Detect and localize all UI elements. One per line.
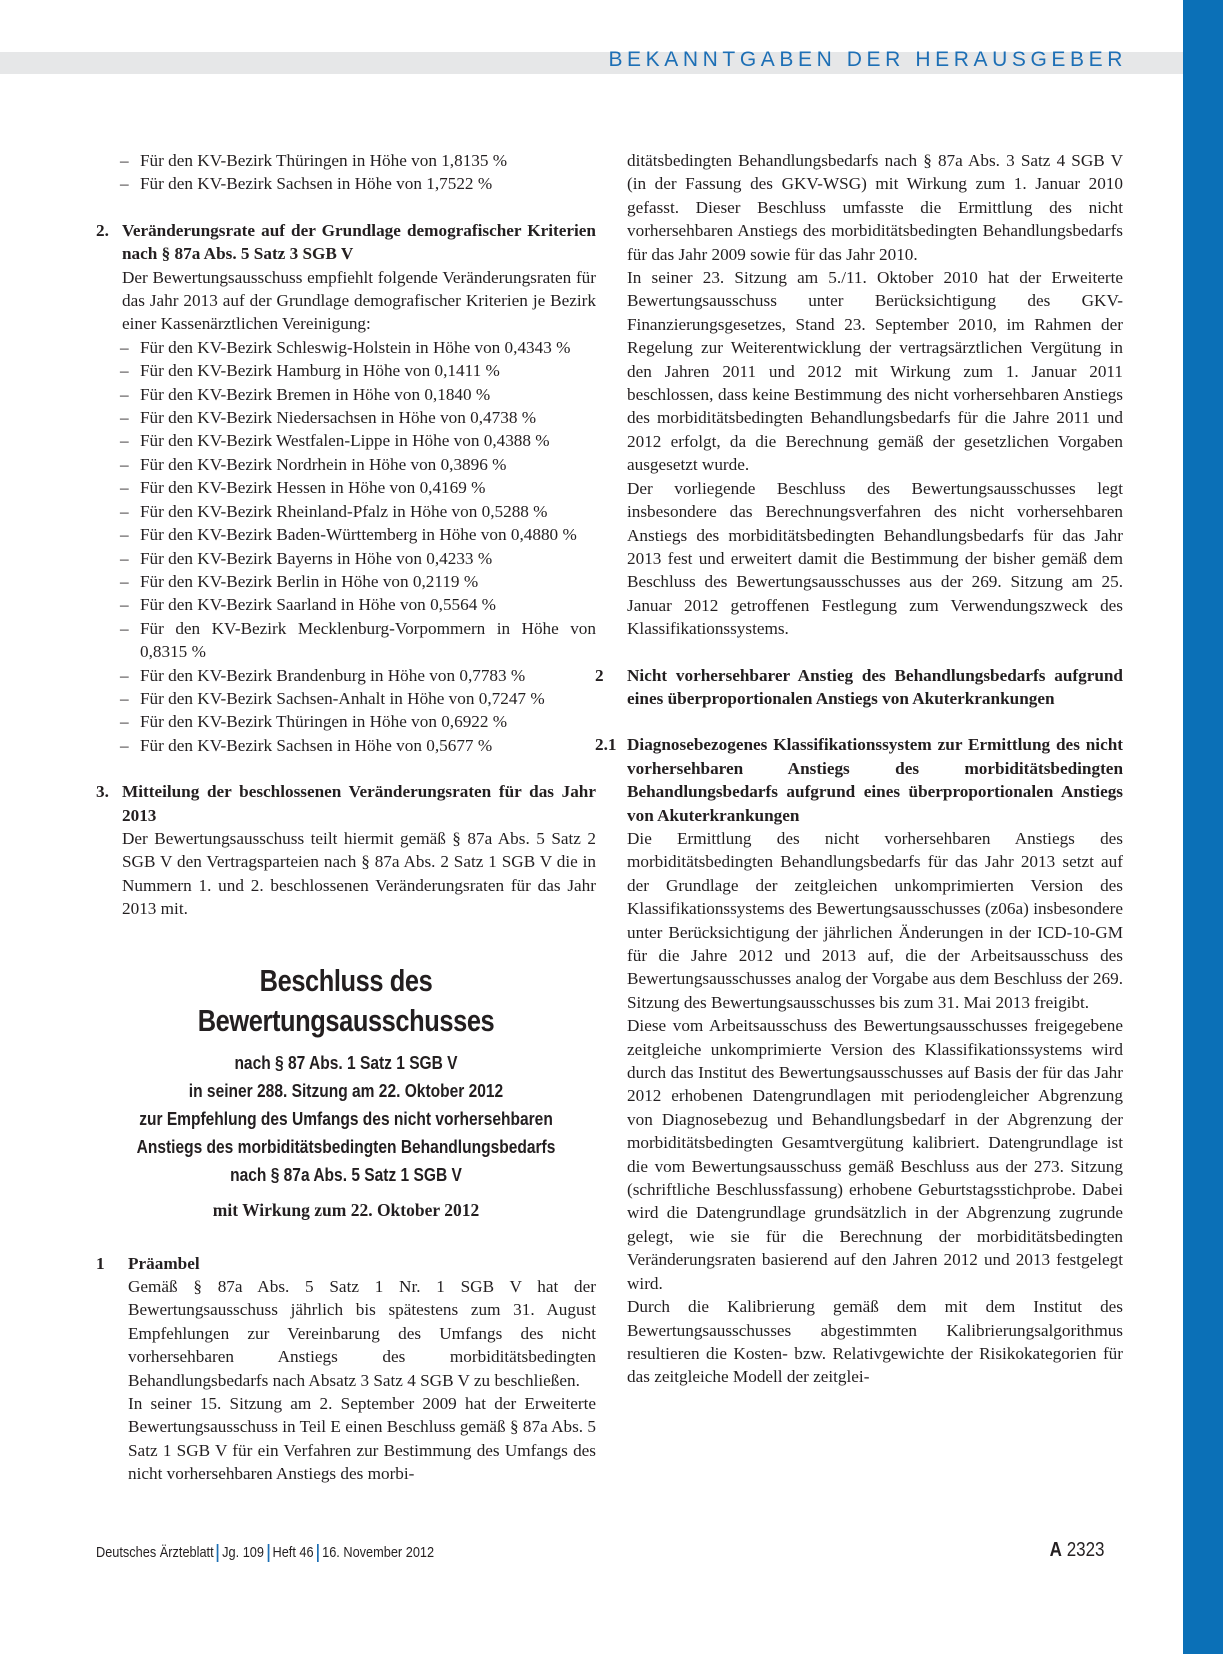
section-2-unforeseen-increase bbox=[595, 664, 1123, 711]
list-item: – Für den KV-Bezirk Brandenburg in Höhe von 0,7783 % bbox=[96, 664, 596, 687]
paragraph: Durch die Kalibrierung gemäß dem mit dem Institut des Bewertungsausschusses abgestimmten Kalibrierungsalgorithmus resultieren die Kosten- bzw. Relativgewichte der Risikokategorien für das zeitgleiche Modell der zeitglei- bbox=[627, 1297, 1123, 1387]
list-item: – Für den KV-Bezirk Sachsen in Höhe von 0,5677 % bbox=[96, 734, 596, 757]
paragraph: Die Ermittlung des nicht vorhersehbaren Anstiegs des morbiditätsbedingten Behandlungsbedarfs für das Jahr 2013 setzt auf der Grundlage der zeitgleichen unkomprimierten Version des Klassifikationssystems des Bewertungsausschusses (z06a) insbesondere unter Berücksichtigung der jährlichen Änderungen in der ICD-10-GM für die Jahre 2012 und 2013 auf, die der Arbeitsausschuss des Bewertungsausschusses analog der Vorgabe aus dem Beschluss der 269. Sitzung des Bewertungsausschusses bis zum 31. Mai 2013 freigibt. bbox=[627, 828, 1123, 1012]
demographic-rate-list bbox=[96, 336, 596, 757]
section-2-1-classification bbox=[595, 733, 1123, 1388]
list-item: – Für den KV-Bezirk Berlin in Höhe von 0,2119 % bbox=[96, 570, 596, 593]
paragraph: Diese vom Arbeitsausschuss des Bewertungsausschusses freigegebene zeitgleiche unkomprimierte Version des Klassifikationssystems wird durch das Institut des Bewertungsausschusses auf Basis der für das Jahr 2012 erhobenen Datengrundlagen mit periodengleicher Abgrenzung von Diagnosebezug und Behandlungsbedarf in der Abgrenzung der morbiditätsbedingten Gesamtvergütung kalibriert. Datengrundlage ist die vom Bewertungsausschuss gemäß Beschluss aus der 273. Sitzung (schriftliche Beschlussfassung) erhobene Geburtstagsstichprobe. Dabei wird die Datengrundlage grundsätzlich in der Abgrenzung zugrunde gelegt, wie sie für die Berechnung der morbiditätsbedingten Veränderungsraten basierend auf den Jahren 2012 und 2013 festgelegt wird. bbox=[627, 1016, 1123, 1293]
journal-issue: Heft 46 bbox=[272, 1544, 314, 1561]
list-item: – Für den KV-Bezirk Thüringen in Höhe von 1,8135 % bbox=[96, 149, 596, 172]
section-header-title: BEKANNTGABEN DER HERAUSGEBER bbox=[608, 48, 1127, 71]
decision-subtitle-line: in seiner 288. Sitzung am 22. Oktober 2012 bbox=[188, 1079, 504, 1101]
issue-date: 16. November 2012 bbox=[322, 1544, 435, 1561]
list-item: – Für den KV-Bezirk Bayerns in Höhe von 0,4233 % bbox=[96, 547, 596, 570]
separator bbox=[267, 1544, 269, 1562]
list-item: – Für den KV-Bezirk Westfalen-Lippe in Höhe von 0,4388 % bbox=[96, 429, 596, 452]
right-column bbox=[595, 149, 1123, 1389]
section-number: 2. bbox=[96, 220, 109, 240]
separator bbox=[217, 1544, 219, 1562]
decision-heading-block bbox=[96, 961, 596, 1222]
section-number: 2.1 bbox=[595, 735, 617, 755]
list-item: – Für den KV-Bezirk Niedersachsen in Höhe von 0,4738 % bbox=[96, 406, 596, 429]
decision-subtitle-line: Anstiegs des morbiditätsbedingten Behandlungsbedarfs bbox=[136, 1135, 556, 1157]
paragraph: Gemäß § 87a Abs. 5 Satz 1 Nr. 1 SGB V hat der Bewertungsausschuss jährlich bis spätestens zum 31. August Empfehlungen zur Vereinbarung des Umfangs des nicht vorhersehbaren Anstiegs des morbiditätsbedingten Behandlungsbedarfs nach Absatz 3 Satz 4 SGB V zu beschließen. bbox=[128, 1277, 596, 1390]
journal-volume: Jg. 109 bbox=[222, 1544, 264, 1561]
list-item: – Für den KV-Bezirk Hessen in Höhe von 0,4169 % bbox=[96, 476, 596, 499]
section-intro: Der Bewertungsausschuss empfiehlt folgende Veränderungsraten für das Jahr 2013 auf der Grundlage demografischer Kriterien je Bezirk einer Kassenärztlichen Vereinigung: bbox=[122, 267, 596, 334]
decision-subtitle-line: nach § 87a Abs. 5 Satz 1 SGB V bbox=[230, 1163, 462, 1185]
paragraph: ditätsbedingten Behandlungsbedarfs nach § 87a Abs. 3 Satz 4 SGB V (in der Fassung des GKV-WSG) mit Wirkung zum 1. Januar 2010 gefasst. Dieser Beschluss umfasste die Ermittlung des nicht vorhersehbaren Anstiegs des morbiditätsbedingten Behandlungsbedarfs für das Jahr 2009 sowie für das Jahr 2010. bbox=[627, 151, 1123, 264]
footer-citation bbox=[96, 1544, 434, 1562]
section-heading: Präambel bbox=[128, 1253, 200, 1273]
journal-name: Deutsches Ärzteblatt bbox=[96, 1544, 214, 1561]
page-prefix: A bbox=[1050, 1539, 1063, 1561]
page-number-value: 2323 bbox=[1067, 1539, 1105, 1561]
paragraph: In seiner 23. Sitzung am 5./11. Oktober 2010 hat der Erweiterte Bewertungsausschuss unter Berücksichtigung des GKV-Finanzierungsgesetzes, Stand 23. September 2010, im Rahmen der Regelung zur Weiterentwicklung der vertragsärztlichen Vergütung in den Jahren 2011 und 2012 mit Wirkung zum 1. Januar 2011 beschlossen, dass keine Bestimmung des nicht vorhersehbaren Anstiegs des morbiditätsbedingten Behandlungsbedarfs für die Jahre 2011 und 2012 erfolgt, da die Berechnung gemäß der gesetzlichen Vorgaben ausgesetzt wurde. bbox=[627, 268, 1123, 475]
section-2-demographic bbox=[96, 219, 596, 336]
decision-effective-date: mit Wirkung zum 22. Oktober 2012 bbox=[212, 1199, 480, 1220]
side-color-bar bbox=[1183, 0, 1223, 1654]
section-heading: Veränderungsrate auf der Grundlage demografischer Kriterien nach § 87a Abs. 5 Satz 3 SGB V bbox=[122, 220, 596, 264]
list-item: – Für den KV-Bezirk Sachsen in Höhe von 1,7522 % bbox=[96, 172, 596, 195]
paragraph: Der vorliegende Beschluss des Bewertungsausschusses legt insbesondere das Berechnungsverfahren des nicht vorhersehbaren Anstiegs des morbiditätsbedingten Behandlungsbedarfs für das Jahr 2013 fest und erweitert damit die Bestimmung der bisher gemäß dem Beschluss des Bewertungsausschusses aus der 269. Sitzung am 25. Januar 2012 getroffenen Festlegung zum Verwendungszweck des Klassifikationssystems. bbox=[627, 478, 1123, 639]
decision-subtitle-line: nach § 87 Abs. 1 Satz 1 SGB V bbox=[234, 1051, 458, 1073]
section-heading: Diagnosebezogenes Klassifikationssystem zur Ermittlung des nicht vorhersehbaren Anstiegs des morbiditätsbedingten Behandlungsbedarfs aufgrund eines überproportionalen Anstiegs von Akuterkrankungen bbox=[627, 735, 1123, 825]
decision-title-line-2: Bewertungsausschusses bbox=[197, 1002, 495, 1038]
top-rate-list bbox=[96, 149, 596, 196]
list-item: – Für den KV-Bezirk Bremen in Höhe von 0,1840 % bbox=[96, 383, 596, 406]
section-number: 3. bbox=[96, 782, 109, 802]
separator bbox=[317, 1544, 319, 1562]
section-3-notification bbox=[96, 780, 596, 920]
page-number bbox=[1050, 1539, 1105, 1562]
section-body: Der Bewertungsausschuss teilt hiermit gemäß § 87a Abs. 5 Satz 2 SGB V den Vertragsparteien nach § 87a Abs. 2 Satz 1 SGB V die in Nummern 1. und 2. beschlossenen Veränderungsraten für das Jahr 2013 mit. bbox=[122, 828, 596, 919]
list-item: – Für den KV-Bezirk Schleswig-Holstein in Höhe von 0,4343 % bbox=[96, 336, 596, 359]
left-column bbox=[96, 149, 596, 1486]
list-item: – Für den KV-Bezirk Nordrhein in Höhe von 0,3896 % bbox=[96, 453, 596, 476]
list-item: – Für den KV-Bezirk Hamburg in Höhe von 0,1411 % bbox=[96, 359, 596, 382]
list-item: – Für den KV-Bezirk Mecklenburg-Vorpommern in Höhe von 0,8315 % bbox=[96, 617, 596, 664]
decision-subtitle bbox=[136, 1049, 556, 1189]
list-item: – Für den KV-Bezirk Saarland in Höhe von 0,5564 % bbox=[96, 593, 596, 616]
list-item: – Für den KV-Bezirk Rheinland-Pfalz in Höhe von 0,5288 % bbox=[96, 500, 596, 523]
decision-title-line-1: Beschluss des bbox=[259, 962, 433, 998]
section-number: 1 bbox=[96, 1253, 105, 1273]
decision-subtitle-line: zur Empfehlung des Umfangs des nicht vorhersehbaren bbox=[139, 1107, 553, 1129]
list-item: – Für den KV-Bezirk Baden-Württemberg in Höhe von 0,4880 % bbox=[96, 523, 596, 546]
list-item: – Für den KV-Bezirk Thüringen in Höhe von 0,6922 % bbox=[96, 710, 596, 733]
list-item: – Für den KV-Bezirk Sachsen-Anhalt in Höhe von 0,7247 % bbox=[96, 687, 596, 710]
section-number: 2 bbox=[595, 665, 604, 685]
section-1-preamble bbox=[96, 1252, 596, 1486]
section-heading: Mitteilung der beschlossenen Veränderungsraten für das Jahr 2013 bbox=[122, 782, 596, 825]
section-heading: Nicht vorhersehbarer Anstieg des Behandlungsbedarfs aufgrund eines überproportionalen Anstiegs von Akuterkrankungen bbox=[627, 665, 1123, 708]
paragraph: In seiner 15. Sitzung am 2. September 2009 hat der Erweiterte Bewertungsausschuss in Teil E einen Beschluss gemäß § 87a Abs. 5 Satz 1 SGB V für ein Verfahren zur Bestimmung des Umfangs des nicht vorhersehbaren Anstiegs des morbi- bbox=[128, 1394, 596, 1484]
